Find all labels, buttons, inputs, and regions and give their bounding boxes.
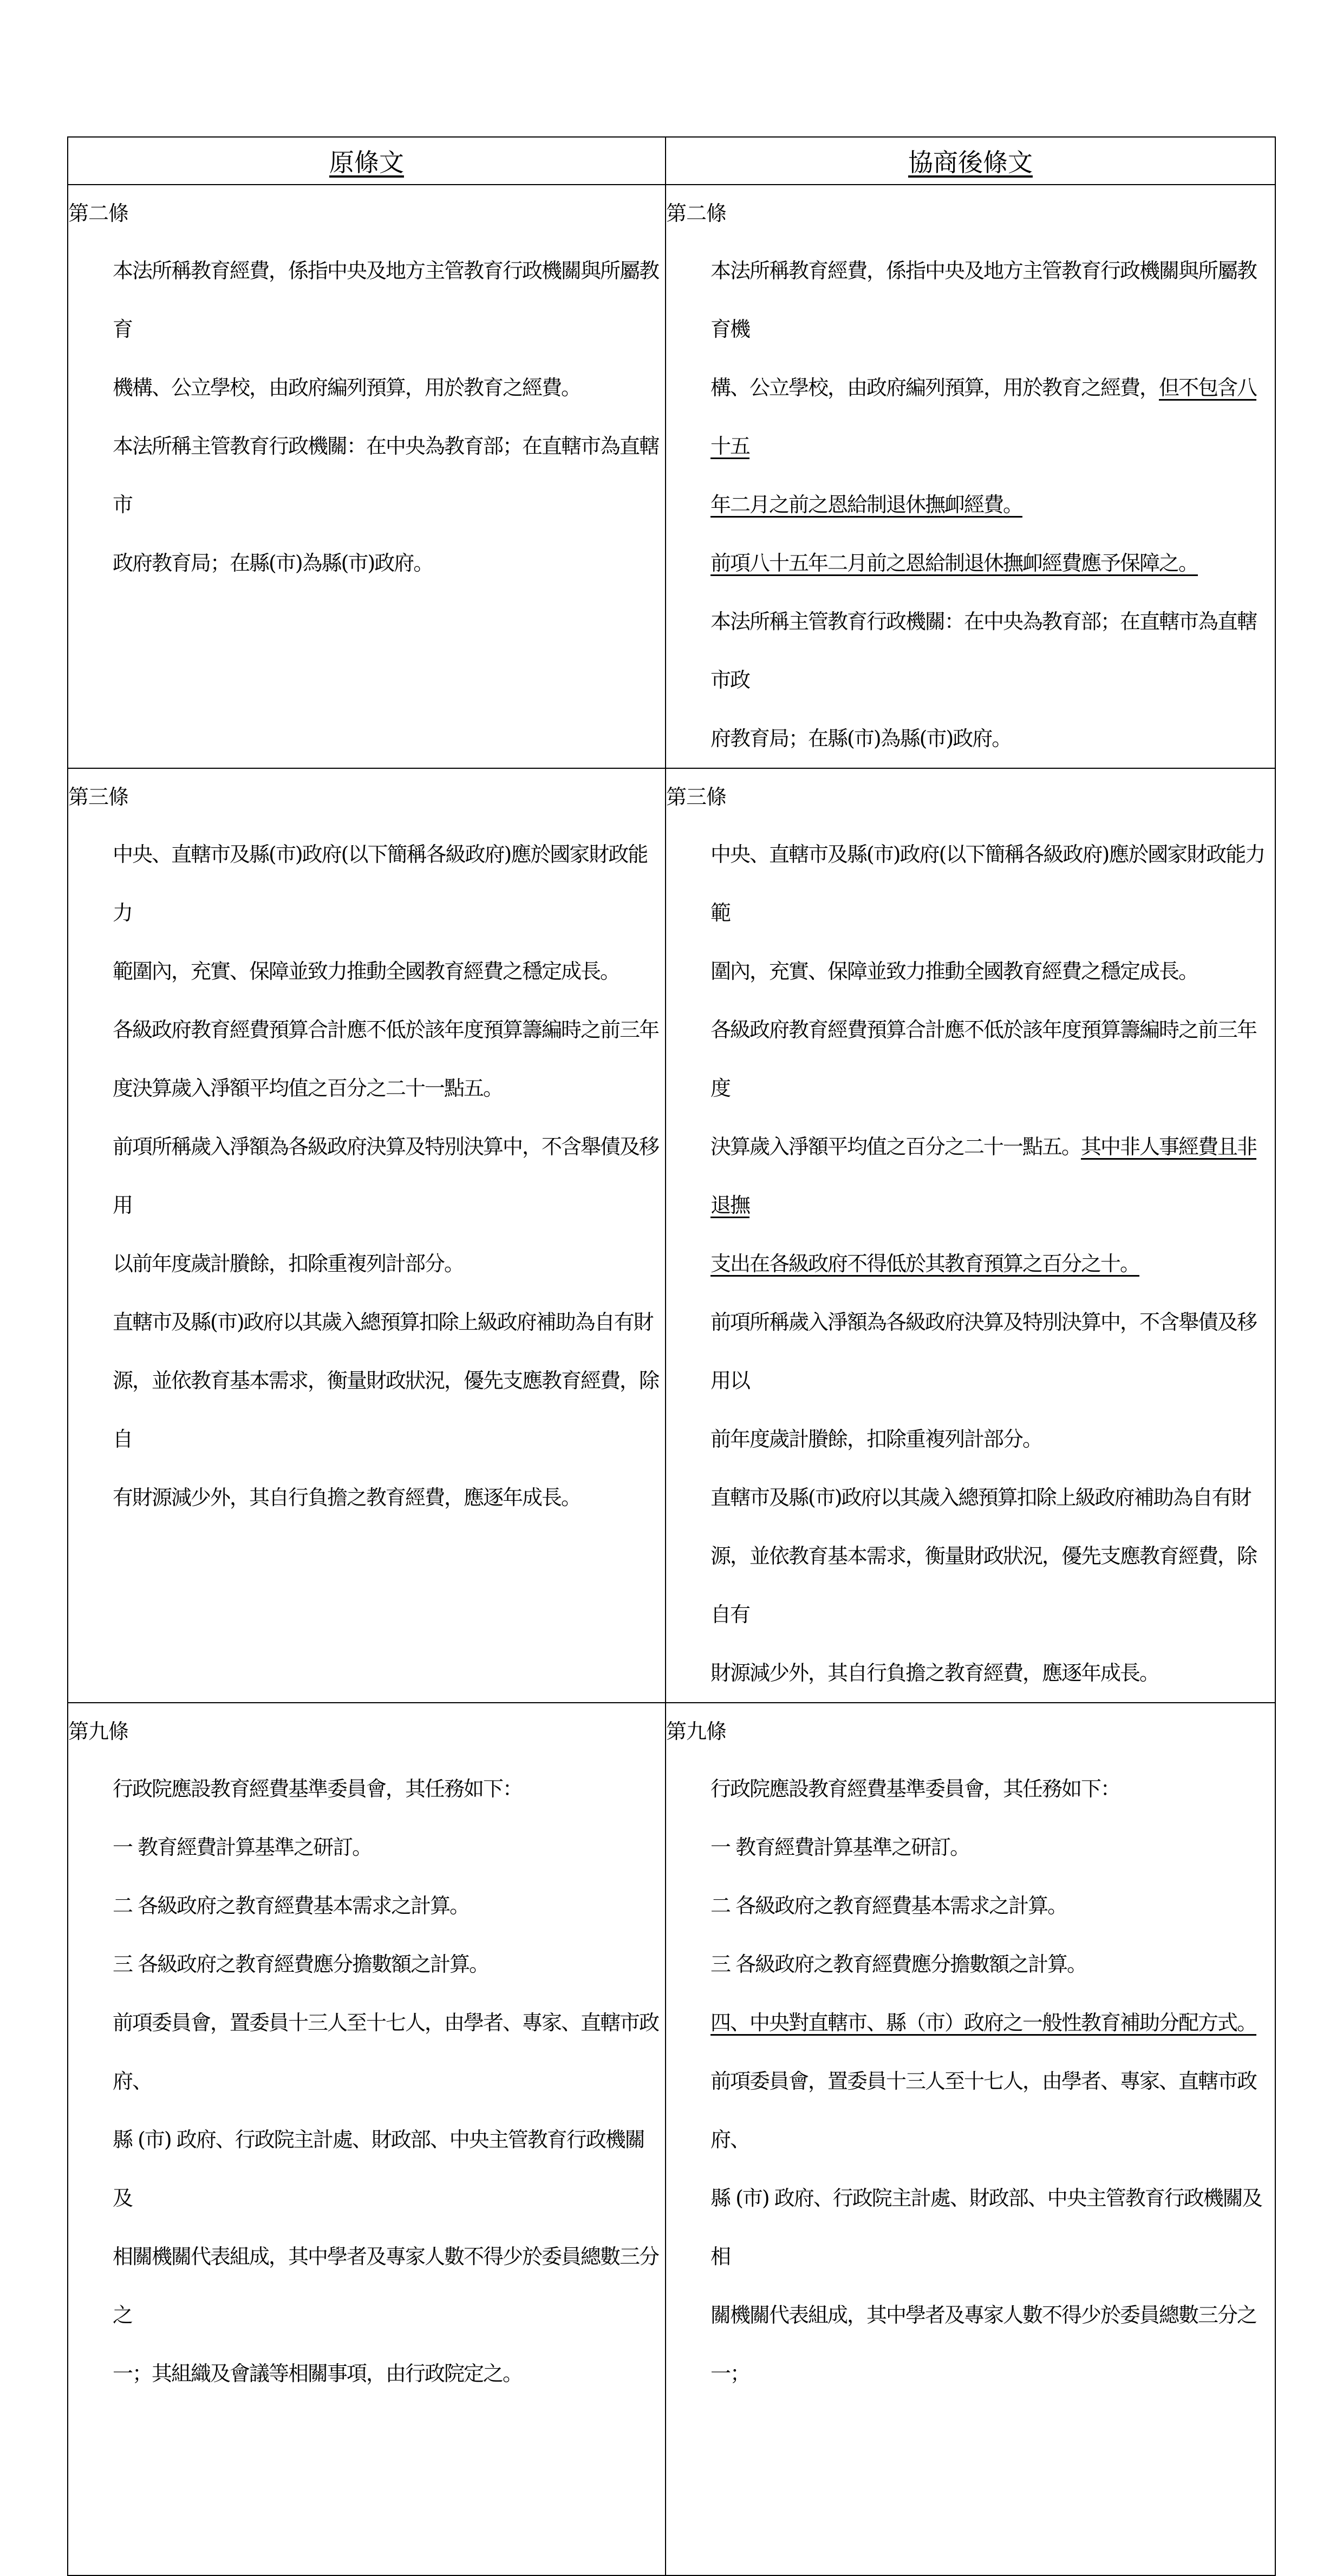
paragraph: 前年度歲計賸餘，扣除重複列計部分。 (710, 1427, 1042, 1451)
header-negotiated: 協商後條文 (666, 137, 1275, 185)
paragraph: 中央、直轄市及縣(市)政府(以下簡稱各級政府)應於國家財政能力範 (710, 842, 1265, 925)
paragraph: 範圍內，充實、保障並致力推動全國教育經費之穩定成長。 (113, 959, 620, 983)
paragraph: 本法所稱主管教育行政機關：在中央為教育部；在直轄市為直轄市 (113, 434, 659, 516)
cell-original (68, 768, 666, 1703)
inserted-text: 其中非人事經費且非退撫 (710, 1135, 1257, 1217)
table-row (68, 1703, 1275, 2575)
paragraph: 政府教育局；在縣(市)為縣(市)政府。 (113, 551, 433, 575)
paragraph: 關機關代表組成，其中學者及專家人數不得少於委員總數三分之一； (710, 2303, 1257, 2385)
inserted-paragraph: 年二月之前之恩給制退休撫卹經費。 (710, 493, 1023, 516)
paragraph: 前項委員會，置委員十三人至十七人，由學者、專家、直轄市政府、 (710, 2069, 1257, 2152)
paragraph: 圍內，充實、保障並致力推動全國教育經費之穩定成長。 (710, 959, 1198, 983)
paragraph: 源，並依教育基本需求，衡量財政狀況，優先支應教育經費，除自有 (710, 1544, 1257, 1626)
paragraph: 縣 (市) 政府、行政院主計處、財政部、中央主管教育行政機關及相 (710, 2186, 1262, 2268)
paragraph: 本法所稱教育經費，係指中央及地方主管教育行政機關與所屬教育機 (710, 259, 1257, 341)
cell-negotiated (666, 768, 1275, 1703)
paragraph: 本法所稱教育經費，係指中央及地方主管教育行政機關與所屬教育 (113, 259, 659, 341)
paragraph: 行政院應設教育經費基準委員會，其任務如下： (710, 1777, 1120, 1801)
table-row (68, 185, 1275, 768)
comparison-table (67, 136, 1276, 2576)
paragraph: 直轄市及縣(市)政府以其歲入總預算扣除上級政府補助為自有財 (710, 1486, 1251, 1509)
article-label: 第二條 (666, 201, 727, 225)
paragraph: 本法所稱主管教育行政機關：在中央為教育部；在直轄市為直轄市政 (710, 610, 1257, 692)
paragraph: 中央、直轄市及縣(市)政府(以下簡稱各級政府)應於國家財政能力 (113, 842, 648, 925)
paragraph: 前項所稱歲入淨額為各級政府決算及特別決算中，不含舉債及移用 (113, 1135, 659, 1217)
paragraph: 度決算歲入淨額平均值之百分之二十一點五。 (113, 1076, 503, 1100)
paragraph: 財源減少外，其自行負擔之教育經費，應逐年成長。 (710, 1661, 1159, 1685)
paragraph: 各級政府教育經費預算合計應不低於該年度預算籌編時之前三年 (113, 1018, 659, 1042)
cell-original (68, 185, 666, 768)
paragraph: 源，並依教育基本需求，衡量財政狀況，優先支應教育經費，除自 (113, 1369, 659, 1451)
article-label: 第三條 (666, 785, 727, 809)
cell-original (68, 1703, 666, 2575)
paragraph: 各級政府教育經費預算合計應不低於該年度預算籌編時之前三年度 (710, 1018, 1257, 1100)
paragraph: 前項所稱歲入淨額為各級政府決算及特別決算中，不含舉債及移用以 (710, 1310, 1257, 1392)
paragraph: 一 教育經費計算基準之研訂。 (113, 1835, 372, 1859)
header-original: 原條文 (68, 137, 666, 185)
inserted-paragraph: 支出在各級政府不得低於其教育預算之百分之十。 (710, 1252, 1140, 1276)
paragraph: 一；其組織及會議等相關事項，由行政院定之。 (113, 2362, 523, 2385)
paragraph: 三 各級政府之教育經費應分擔數額之計算。 (710, 1952, 1087, 1976)
paragraph: 縣 (市) 政府、行政院主計處、財政部、中央主管教育行政機關及 (113, 2128, 644, 2210)
article-label: 第九條 (666, 1719, 727, 1743)
article-label: 第二條 (68, 201, 129, 225)
article-label: 第九條 (68, 1719, 129, 1743)
paragraph: 二 各級政府之教育經費基本需求之計算。 (710, 1894, 1067, 1918)
paragraph: 府教育局；在縣(市)為縣(市)政府。 (710, 727, 1012, 750)
paragraph: 前項委員會，置委員十三人至十七人，由學者、專家、直轄市政府、 (113, 2011, 659, 2093)
paragraph: 構、公立學校，由政府編列預算，用於教育之經費，但不包含八十五 (710, 376, 1257, 458)
paragraph: 二 各級政府之教育經費基本需求之計算。 (113, 1894, 470, 1918)
paragraph: 三 各級政府之教育經費應分擔數額之計算。 (113, 1952, 489, 1976)
cell-negotiated (666, 1703, 1275, 2575)
paragraph: 機構、公立學校，由政府編列預算，用於教育之經費。 (113, 376, 581, 400)
paragraph: 直轄市及縣(市)政府以其歲入總預算扣除上級政府補助為自有財 (113, 1310, 653, 1334)
inserted-paragraph: 前項八十五年二月前之恩給制退休撫卹經費應予保障之。 (710, 551, 1198, 575)
paragraph: 相關機關代表組成，其中學者及專家人數不得少於委員總數三分之 (113, 2245, 659, 2327)
cell-negotiated (666, 185, 1275, 768)
paragraph: 一 教育經費計算基準之研訂。 (710, 1835, 970, 1859)
table-row (68, 768, 1275, 1703)
paragraph: 以前年度歲計賸餘，扣除重複列計部分。 (113, 1252, 464, 1276)
paragraph: 行政院應設教育經費基準委員會，其任務如下： (113, 1777, 523, 1801)
table-header-row (68, 137, 1275, 185)
paragraph: 有財源減少外，其自行負擔之教育經費，應逐年成長。 (113, 1486, 581, 1509)
article-label: 第三條 (68, 785, 129, 809)
inserted-text: 但不包含八十五 (710, 376, 1257, 458)
inserted-paragraph: 四、中央對直轄市、縣（市）政府之一般性教育補助分配方式。 (710, 2011, 1257, 2035)
paragraph: 決算歲入淨額平均值之百分之二十一點五。其中非人事經費且非退撫 (710, 1135, 1257, 1217)
